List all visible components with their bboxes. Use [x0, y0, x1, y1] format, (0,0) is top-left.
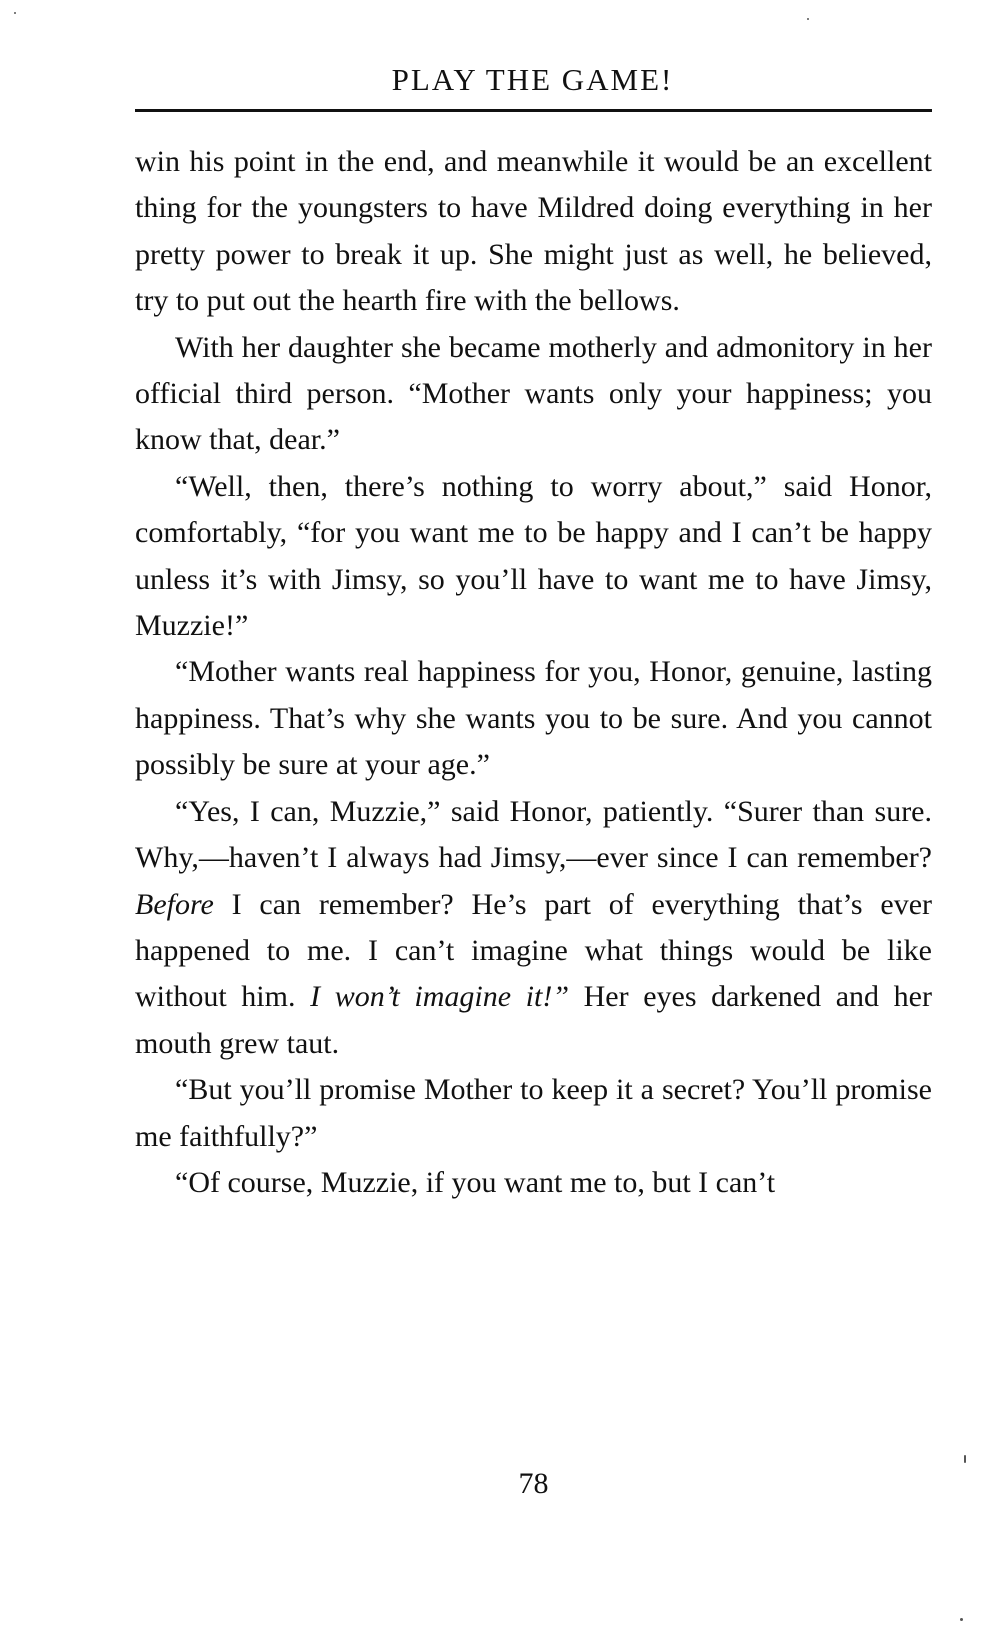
paragraph: [135, 139, 932, 325]
text-segment: “But you’ll promise Mother to keep it a secret? You’ll promise me faithfully?”: [135, 1073, 932, 1153]
paragraph: [135, 1067, 932, 1160]
body-text: [135, 139, 932, 1206]
text-segment: win his point in the end, and meanwhile it would be an excellent thing for the youngsters to have Mildred doing everything in her pretty power to break it up. She might just as well, he believed, try to put out the hearth fire with the bellows.: [135, 145, 932, 318]
text-segment: “Well, then, there’s nothing to worry about,” said Honor, comfortably, “for you want me to be happy and I can’t be happy unless it’s with Jimsy, so you’ll have to want me to have Jimsy, Muzzie!”: [135, 469, 932, 643]
italic-segment: I won’t imagine it!”: [310, 980, 569, 1014]
paper-speck: [960, 1618, 963, 1621]
paragraph: [135, 1160, 932, 1206]
paragraph: [135, 649, 932, 788]
page-number: 78: [518, 1467, 549, 1500]
text-segment: With her daughter she became motherly and admonitory in her official third person. “Mother wants only your happiness; you know that, dear.”: [135, 330, 932, 457]
text-segment: “Yes, I can, Muzzie,” said Honor, patiently. “Surer than sure. Why,—haven’t I always had Jimsy,—ever since I can remember?: [135, 794, 932, 875]
text-segment: Her eyes darkened and her mouth grew taut.: [135, 980, 932, 1060]
paper-speck: [807, 18, 809, 20]
running-head: PLAY THE GAME!: [391, 62, 674, 97]
header-rule: [135, 109, 932, 112]
text-segment: I can remember? He’s part of everything that’s ever happened to me. I can’t imagine what things would be like without him.: [135, 887, 932, 1014]
paragraph: [135, 789, 932, 1067]
italic-segment: Before: [135, 887, 214, 921]
paper-speck: [964, 1455, 966, 1463]
paper-speck: [14, 12, 16, 14]
paragraph: [135, 325, 932, 464]
text-segment: “Of course, Muzzie, if you want me to, but I can’t: [175, 1165, 776, 1199]
text-segment: “Mother wants real happiness for you, Honor, genuine, lasting happiness. That’s why she wants you to be sure. And you cannot possibly be sure at your age.”: [135, 655, 932, 782]
paragraph: [135, 464, 932, 650]
